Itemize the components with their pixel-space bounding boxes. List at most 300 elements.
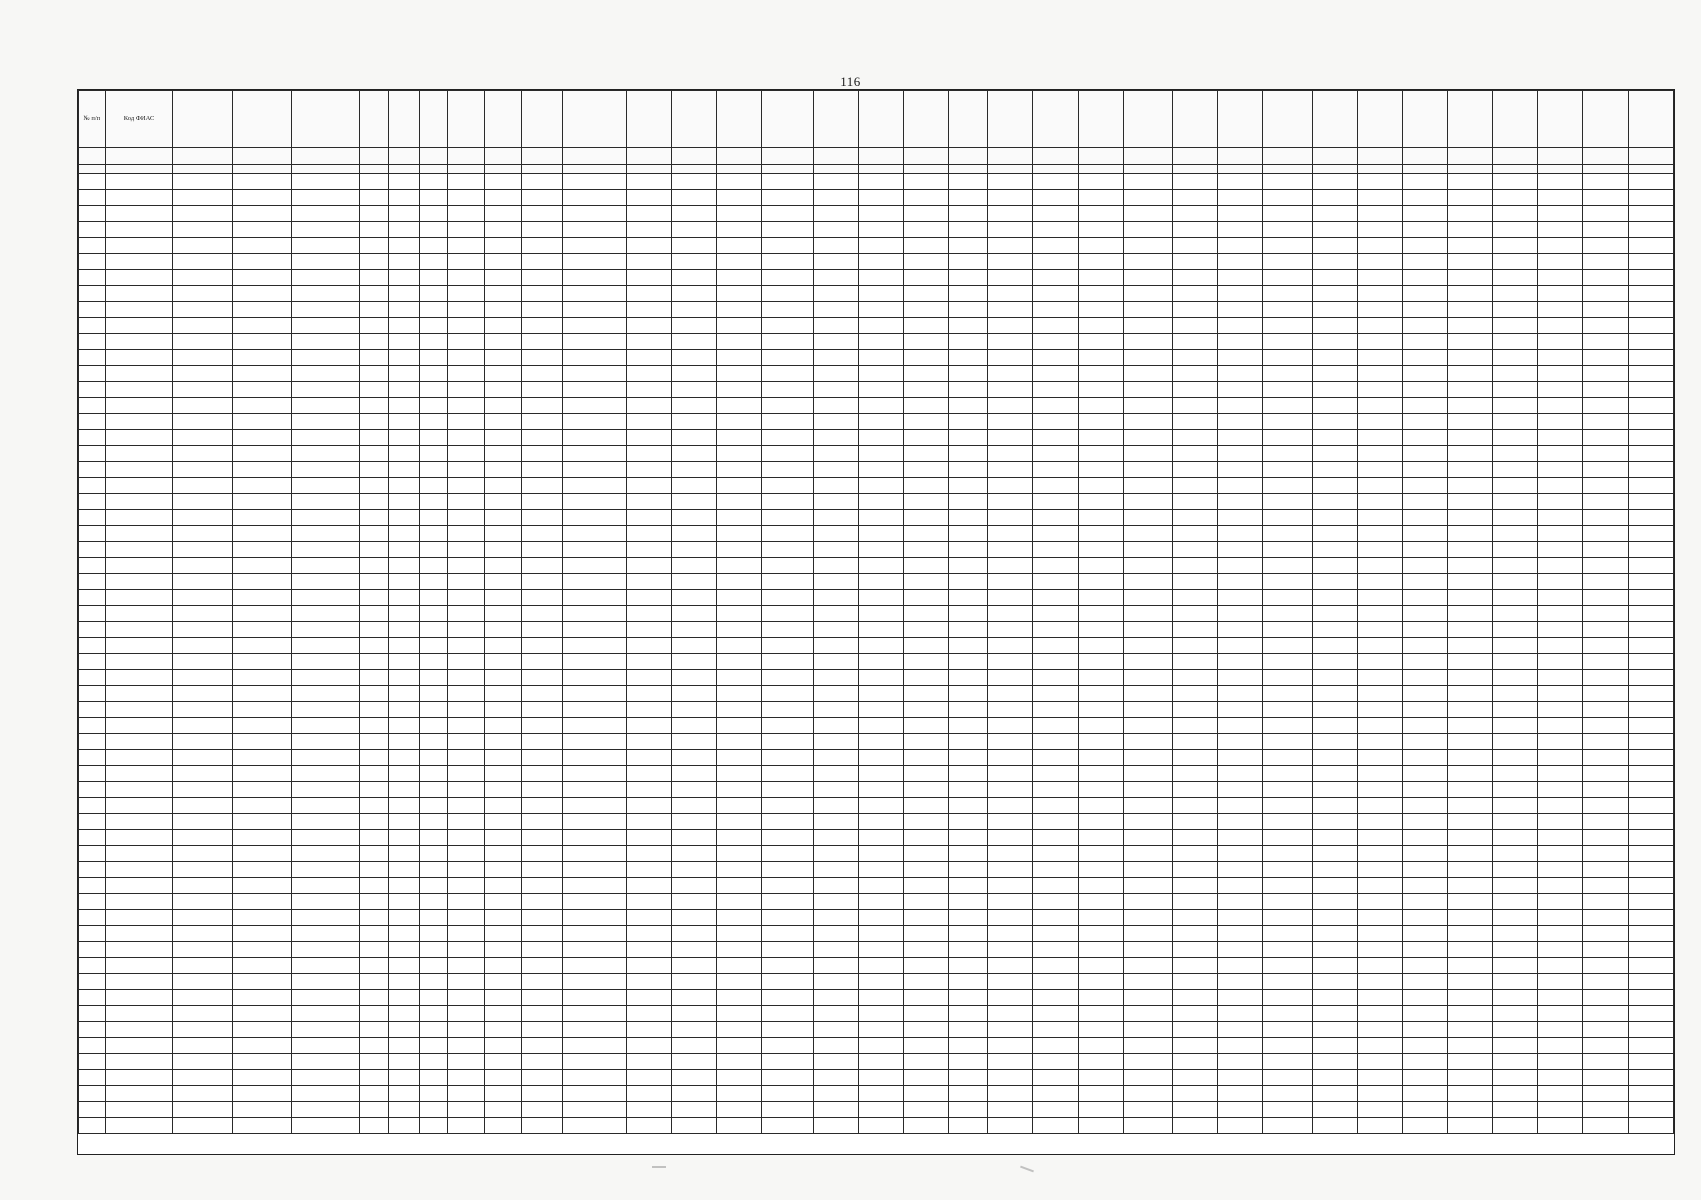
table-cell [813, 686, 858, 702]
table-cell [1218, 1038, 1263, 1054]
table-cell [292, 846, 360, 862]
table-cell [1357, 990, 1402, 1006]
table-cell [1538, 270, 1583, 286]
table-cell [388, 206, 419, 222]
table-cell [1078, 1086, 1123, 1102]
table-cell [292, 302, 360, 318]
table-cell [1583, 286, 1628, 302]
table-cell [1263, 958, 1312, 974]
table-cell [232, 702, 292, 718]
table-cell [1493, 830, 1538, 846]
table-cell [762, 222, 813, 238]
table-cell [672, 270, 717, 286]
table-cell [485, 606, 522, 622]
table-cell [626, 494, 671, 510]
table-cell [717, 718, 762, 734]
table-cell [1493, 302, 1538, 318]
table-cell [360, 1038, 389, 1054]
table-cell [563, 1102, 627, 1118]
table-cell [949, 510, 988, 526]
table-cell [1033, 574, 1078, 590]
table-cell [813, 430, 858, 446]
table-cell [388, 798, 419, 814]
table-cell [949, 398, 988, 414]
table-cell [360, 670, 389, 686]
table-cell [813, 942, 858, 958]
table-cell [388, 510, 419, 526]
table-cell [1357, 878, 1402, 894]
table-cell [1583, 990, 1628, 1006]
table-cell [949, 1054, 988, 1070]
header-column-number [448, 165, 485, 174]
table-cell [1218, 222, 1263, 238]
table-cell [79, 590, 106, 606]
table-cell [173, 1006, 233, 1022]
table-cell [388, 654, 419, 670]
table-cell [563, 606, 627, 622]
header-row-numbers [79, 165, 1674, 174]
table-cell [1448, 750, 1493, 766]
table-cell [292, 398, 360, 414]
table-cell [1033, 606, 1078, 622]
table-cell [105, 334, 173, 350]
table-cell [717, 622, 762, 638]
table-cell [1402, 350, 1447, 366]
table-cell [1263, 894, 1312, 910]
table-cell [1312, 238, 1357, 254]
table-cell [1583, 174, 1628, 190]
table-cell [1078, 318, 1123, 334]
header-cell [1123, 91, 1172, 148]
table-cell [988, 686, 1033, 702]
table-cell [672, 302, 717, 318]
table-cell [485, 254, 522, 270]
table-cell [1123, 190, 1172, 206]
table-row [79, 814, 1674, 830]
table-cell [813, 750, 858, 766]
table-cell [1628, 686, 1673, 702]
table-cell [232, 686, 292, 702]
table-cell [232, 622, 292, 638]
header-column-number [292, 165, 360, 174]
table-cell [1078, 1102, 1123, 1118]
table-cell [1448, 334, 1493, 350]
table-cell [904, 366, 949, 382]
table-cell [1493, 446, 1538, 462]
table-cell [1538, 398, 1583, 414]
table-cell [1312, 414, 1357, 430]
header-column-number [1402, 165, 1447, 174]
table-cell [858, 542, 903, 558]
table-cell [949, 606, 988, 622]
table-cell [717, 254, 762, 270]
table-cell [672, 1054, 717, 1070]
table-cell [1263, 478, 1312, 494]
table-cell [1172, 846, 1217, 862]
table-cell [1312, 542, 1357, 558]
table-cell [388, 254, 419, 270]
table-cell [1078, 958, 1123, 974]
table-cell [988, 430, 1033, 446]
table-cell [232, 206, 292, 222]
table-cell [563, 430, 627, 446]
table-cell [1123, 1022, 1172, 1038]
table-cell [388, 526, 419, 542]
table-cell [419, 606, 448, 622]
table-cell [717, 526, 762, 542]
table-cell [1033, 558, 1078, 574]
table-cell [79, 846, 106, 862]
table-cell [448, 414, 485, 430]
table-cell [1357, 526, 1402, 542]
table-cell [388, 862, 419, 878]
table-cell [762, 574, 813, 590]
table-cell [1448, 718, 1493, 734]
table-cell [1583, 190, 1628, 206]
table-cell [1402, 1086, 1447, 1102]
table-cell [522, 878, 563, 894]
table-cell [1628, 254, 1673, 270]
table-cell [1312, 1022, 1357, 1038]
table-cell [717, 430, 762, 446]
table-cell [105, 926, 173, 942]
table-cell [1628, 366, 1673, 382]
table-cell [232, 654, 292, 670]
table-cell [1123, 558, 1172, 574]
table-cell [388, 718, 419, 734]
table-cell [1123, 414, 1172, 430]
table-cell [232, 254, 292, 270]
table-cell [1033, 798, 1078, 814]
table-cell [1033, 382, 1078, 398]
table-row [79, 398, 1674, 414]
table-cell [1172, 670, 1217, 686]
table-cell [105, 526, 173, 542]
table-cell [79, 382, 106, 398]
table-cell [388, 846, 419, 862]
table-cell [1123, 846, 1172, 862]
table-cell [79, 814, 106, 830]
table-cell [1218, 574, 1263, 590]
header-cell [1078, 91, 1123, 148]
table-cell [419, 526, 448, 542]
table-cell [448, 878, 485, 894]
table-cell [1123, 894, 1172, 910]
table-cell [949, 350, 988, 366]
table-cell [1123, 382, 1172, 398]
table-cell [717, 462, 762, 478]
table-cell [1583, 302, 1628, 318]
table-cell [1263, 814, 1312, 830]
table-cell [419, 1102, 448, 1118]
table-row [79, 238, 1674, 254]
table-cell [360, 254, 389, 270]
table-cell [1493, 622, 1538, 638]
table-cell [904, 974, 949, 990]
table-cell [1263, 446, 1312, 462]
table-cell [1172, 878, 1217, 894]
table-cell [904, 750, 949, 766]
table-cell [388, 750, 419, 766]
table-cell [1033, 430, 1078, 446]
table-cell [949, 782, 988, 798]
table-cell [1538, 766, 1583, 782]
header-code-cell [949, 148, 988, 165]
table-cell [1583, 462, 1628, 478]
table-cell [1078, 1022, 1123, 1038]
table-cell [79, 1118, 106, 1134]
table-cell [563, 574, 627, 590]
table-cell [949, 254, 988, 270]
table-cell [292, 782, 360, 798]
table-cell [1357, 974, 1402, 990]
table-cell [1583, 254, 1628, 270]
table-row [79, 942, 1674, 958]
table-cell [1538, 334, 1583, 350]
table-cell [522, 894, 563, 910]
table-cell [360, 830, 389, 846]
table-cell [717, 382, 762, 398]
table-cell [858, 574, 903, 590]
table-cell [1218, 430, 1263, 446]
table-cell [949, 190, 988, 206]
table-cell [1263, 366, 1312, 382]
table-cell [232, 1118, 292, 1134]
table-cell [672, 382, 717, 398]
header-cell [1033, 91, 1078, 148]
table-cell [762, 446, 813, 462]
table-cell [1493, 894, 1538, 910]
table-cell [105, 942, 173, 958]
table-cell [1402, 302, 1447, 318]
header-column-number [1123, 165, 1172, 174]
header-cell [813, 91, 858, 148]
table-cell [717, 1070, 762, 1086]
table-cell [232, 942, 292, 958]
table-cell [173, 814, 233, 830]
table-cell [626, 398, 671, 414]
table-cell [717, 862, 762, 878]
table-cell [1583, 1102, 1628, 1118]
table-cell [232, 862, 292, 878]
table-cell [1583, 1118, 1628, 1134]
header-code-cell [485, 148, 522, 165]
table-cell [563, 782, 627, 798]
table-cell [485, 782, 522, 798]
table-cell [949, 1086, 988, 1102]
table-row [79, 670, 1674, 686]
table-cell [232, 750, 292, 766]
table-cell [717, 574, 762, 590]
table-cell [232, 270, 292, 286]
table-cell [1123, 510, 1172, 526]
table-cell [988, 398, 1033, 414]
table-cell [904, 606, 949, 622]
table-cell [1357, 734, 1402, 750]
table-cell [522, 334, 563, 350]
table-cell [1493, 862, 1538, 878]
table-cell [522, 1054, 563, 1070]
table-cell [762, 366, 813, 382]
table-cell [717, 366, 762, 382]
table-cell [1033, 654, 1078, 670]
table-cell [448, 206, 485, 222]
table-cell [1448, 638, 1493, 654]
table-cell [1402, 206, 1447, 222]
header-code-cell [1078, 148, 1123, 165]
table-cell [672, 366, 717, 382]
table-cell [949, 958, 988, 974]
table-cell [904, 718, 949, 734]
table-row [79, 1102, 1674, 1118]
table-cell [522, 526, 563, 542]
table-cell [1263, 590, 1312, 606]
table-cell [1538, 1038, 1583, 1054]
table-cell [1263, 222, 1312, 238]
table-cell [1583, 478, 1628, 494]
header-cell [858, 91, 903, 148]
table-cell [360, 782, 389, 798]
table-cell [988, 414, 1033, 430]
table-cell [1402, 558, 1447, 574]
table-row [79, 894, 1674, 910]
table-cell [173, 1102, 233, 1118]
table-cell [1312, 670, 1357, 686]
table-cell [448, 958, 485, 974]
table-cell [563, 478, 627, 494]
table-cell [1123, 606, 1172, 622]
table-cell [1448, 1038, 1493, 1054]
table-cell [232, 958, 292, 974]
header-cell [419, 91, 448, 148]
table-cell [1218, 798, 1263, 814]
table-cell [1357, 558, 1402, 574]
table-row [79, 1070, 1674, 1086]
table-cell [1172, 462, 1217, 478]
table-cell [1123, 1054, 1172, 1070]
table-cell [1628, 702, 1673, 718]
table-cell [1218, 478, 1263, 494]
table-cell [522, 990, 563, 1006]
table-cell [1402, 782, 1447, 798]
header-column-number [1263, 165, 1312, 174]
header-code-cell [1312, 148, 1357, 165]
table-cell [626, 814, 671, 830]
table-cell [1123, 366, 1172, 382]
table-cell [949, 814, 988, 830]
table-cell [762, 1118, 813, 1134]
table-cell [672, 638, 717, 654]
table-cell [1263, 1006, 1312, 1022]
table-cell [105, 430, 173, 446]
table-cell [1078, 1038, 1123, 1054]
table-cell [1538, 286, 1583, 302]
table-cell [1402, 542, 1447, 558]
table-cell [626, 1038, 671, 1054]
table-cell [419, 1006, 448, 1022]
table-cell [672, 334, 717, 350]
table-cell [1172, 894, 1217, 910]
table-cell [1493, 190, 1538, 206]
table-cell [1357, 622, 1402, 638]
table-cell [626, 190, 671, 206]
table-cell [1583, 558, 1628, 574]
table-cell [717, 286, 762, 302]
table-cell [1312, 1006, 1357, 1022]
table-cell [1402, 670, 1447, 686]
table-cell [904, 286, 949, 302]
table-cell [1218, 542, 1263, 558]
table-cell [1172, 766, 1217, 782]
table-cell [232, 302, 292, 318]
header-column-number [1033, 165, 1078, 174]
table-cell [1123, 814, 1172, 830]
table-cell [522, 350, 563, 366]
table-cell [79, 174, 106, 190]
table-cell [1628, 846, 1673, 862]
table-cell [1033, 590, 1078, 606]
table-cell [1357, 686, 1402, 702]
table-cell [1123, 302, 1172, 318]
table-cell [904, 654, 949, 670]
header-column-number [485, 165, 522, 174]
table-cell [448, 894, 485, 910]
table-cell [988, 766, 1033, 782]
table-cell [1263, 318, 1312, 334]
table-cell [1583, 510, 1628, 526]
table-cell [232, 1022, 292, 1038]
table-cell [448, 222, 485, 238]
table-cell [762, 862, 813, 878]
table-cell [988, 878, 1033, 894]
table-cell [1583, 222, 1628, 238]
table-row [79, 542, 1674, 558]
table-cell [173, 398, 233, 414]
table-cell [292, 670, 360, 686]
table-cell [388, 494, 419, 510]
table-cell [419, 638, 448, 654]
table-cell [672, 942, 717, 958]
table-cell [672, 494, 717, 510]
table-cell [672, 318, 717, 334]
table-cell [292, 414, 360, 430]
table-cell [813, 350, 858, 366]
table-cell [360, 990, 389, 1006]
table-cell [626, 510, 671, 526]
table-cell [79, 446, 106, 462]
table-cell [672, 974, 717, 990]
table-cell [485, 670, 522, 686]
table-cell [292, 766, 360, 782]
table-cell [858, 446, 903, 462]
table-cell [1448, 606, 1493, 622]
table-cell [858, 414, 903, 430]
table-cell [988, 270, 1033, 286]
table-cell [105, 910, 173, 926]
table-cell [1628, 318, 1673, 334]
table-cell [232, 814, 292, 830]
table-cell [1172, 750, 1217, 766]
table-cell [762, 1102, 813, 1118]
table-cell [858, 334, 903, 350]
table-cell [1493, 638, 1538, 654]
table-cell [1402, 734, 1447, 750]
table-cell [717, 814, 762, 830]
table-cell [988, 318, 1033, 334]
table-cell [485, 430, 522, 446]
table-cell [1402, 366, 1447, 382]
table-cell [1218, 958, 1263, 974]
